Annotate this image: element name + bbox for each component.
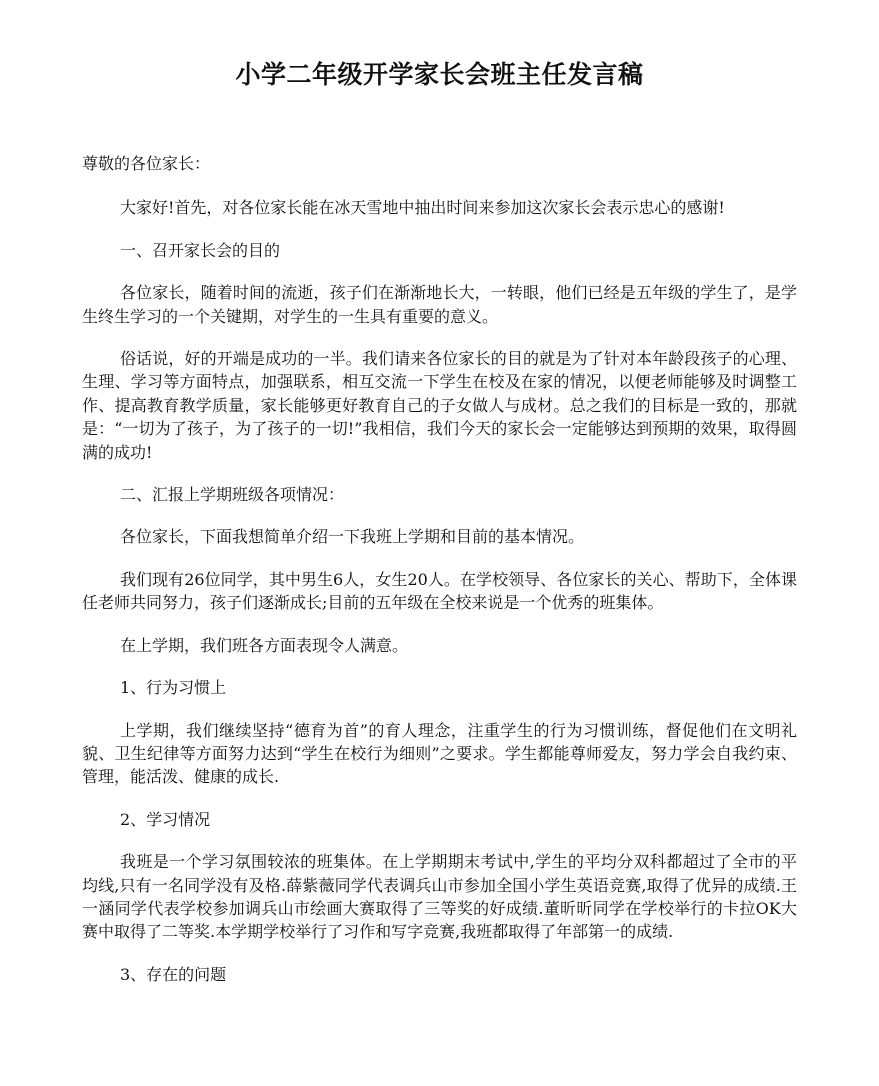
section-heading-report: 二、汇报上学期班级各项情况：: [120, 485, 345, 505]
study-paragraph: 我班是一个学习氛围较浓的班集体。在上学期期末考试中,学生的平均分双科都超过了全市的平均线,只有一名同学没有及格.薛紫薇同学代表调兵山市参加全国小学生英语竞赛,取得了优异的成绩.王一涵同学代表学校参加调兵山市绘画大赛取得了三等奖的好成绩.董昕昕同学在学校举行的卡拉OK大赛中取得了二等奖.本学期学校举行了习作和写字竞赛,我班都取得了年部第一的成绩.: [82, 852, 797, 942]
satisfaction-paragraph: 在上学期，我们班各方面表现令人满意。: [120, 635, 409, 655]
behavior-paragraph: 上学期，我们继续坚持“德育为首”的育人理念，注重学生的行为习惯训练，督促他们在文明礼貌、卫生纪律等方面努力达到“学生在校行为细则”之要求。学生都能尊师爱友，努力学会自我约束、管理，能活泼、健康的成长.: [82, 720, 797, 787]
report-intro-paragraph: 各位家长，下面我想简单介绍一下我班上学期和目前的基本情况。: [120, 527, 585, 547]
document-body: [82, 152, 797, 1005]
document-title: 小学二年级开学家长会班主任发言稿: [235, 60, 644, 89]
subheading-problems: 3、存在的问题: [120, 964, 227, 984]
purpose-paragraph-2: 俗话说，好的开端是成功的一半。我们请来各位家长的目的就是为了针对本年龄段孩子的心理、生理、学习等方面特点，加强联系，相互交流一下学生在校及在家的情况，以便老师能够及时调整工作、提高教育教学质量，家长能够更好教育自己的子女做人与成材。总之我们的目标是一致的，那就是：“一切为了孩子，为了孩子的一切!”我相信，我们今天的家长会一定能够达到预期的效果，取得圆满的成功!: [82, 349, 797, 462]
thanks-paragraph: 大家好!首先，对各位家长能在冰天雪地中抽出时间来参加这次家长会表示忠心的感谢!: [120, 198, 725, 218]
class-size-paragraph: 我们现有26位同学，其中男生6人，女生20人。在学校领导、各位家长的关心、帮助下，全体课任老师共同努力，孩子们逐渐成长;目前的五年级在全校来说是一个优秀的班集体。: [82, 569, 797, 613]
subheading-behavior: 1、行为习惯上: [120, 678, 227, 698]
greeting-paragraph: 尊敬的各位家长：: [82, 154, 211, 173]
section-heading-purpose: 一、召开家长会的目的: [120, 240, 281, 260]
purpose-paragraph-1: 各位家长，随着时间的流逝，孩子们在渐渐地长大，一转眼，他们已经是五年级的学生了，是学生终生学习的一个关键期，对学生的一生具有重要的意义。: [82, 283, 797, 326]
subheading-study: 2、学习情况: [120, 809, 211, 829]
